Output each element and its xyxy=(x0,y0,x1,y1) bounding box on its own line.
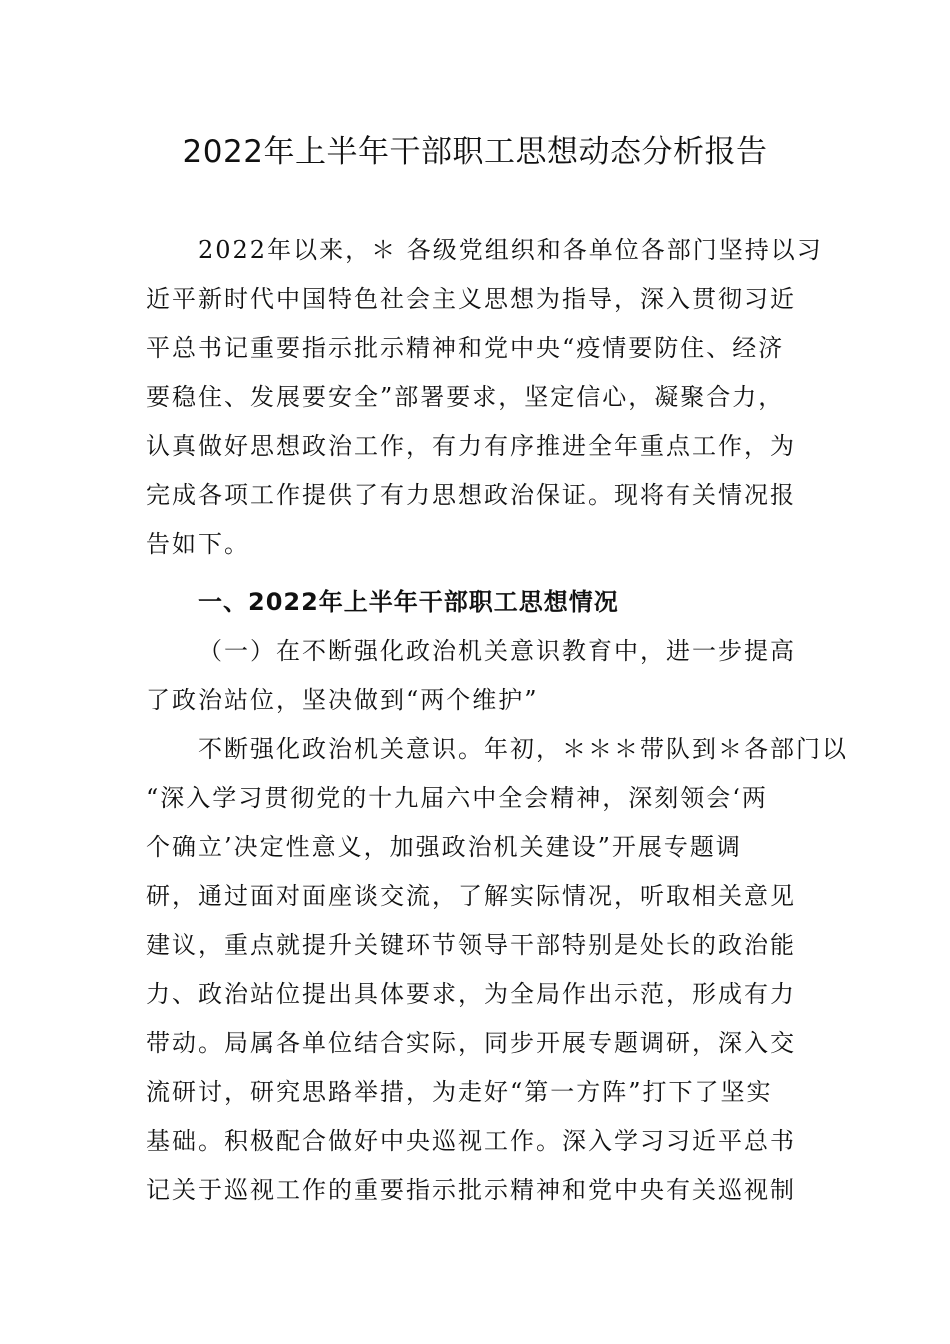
paragraph-line: 平总书记重要指示批示精神和党中央“疫情要防住、经济 xyxy=(146,334,785,362)
paragraph-line: 流研讨，研究思路举措，为走好“第一方阵”打下了坚实 xyxy=(146,1078,773,1106)
paragraph-line: 研，通过面对面座谈交流，了解实际情况，听取相关意见 xyxy=(146,882,796,910)
paragraph-line: 个确立’决定性意义，加强政治机关建设”开展专题调 xyxy=(146,833,742,861)
paragraph-line: 力、政治站位提出具体要求，为全局作出示范，形成有力 xyxy=(146,980,796,1008)
paragraph-line: 2022年以来，＊ 各级党组织和各单位各部门坚持以习 xyxy=(198,236,823,264)
document-title: 2022年上半年干部职工思想动态分析报告 xyxy=(182,134,768,170)
paragraph-line: 基础。积极配合做好中央巡视工作。深入学习习近平总书 xyxy=(146,1127,796,1155)
paragraph-line: “深入学习贯彻党的十九届六中全会精神，深刻领会‘两 xyxy=(146,784,768,812)
paragraph-line: 完成各项工作提供了有力思想政治保证。现将有关情况报 xyxy=(146,481,796,509)
paragraph-line: 近平新时代中国特色社会主义思想为指导，深入贯彻习近 xyxy=(146,285,796,313)
paragraph-line: 记关于巡视工作的重要指示批示精神和党中央有关巡视制 xyxy=(146,1176,796,1204)
paragraph-line: 告如下。 xyxy=(146,530,250,558)
paragraph-line: 带动。局属各单位结合实际，同步开展专题调研，深入交 xyxy=(146,1029,796,1057)
paragraph-line: 认真做好思想政治工作，有力有序推进全年重点工作，为 xyxy=(146,432,796,460)
paragraph-line: 要稳住、发展要安全”部署要求，坚定信心，凝聚合力， xyxy=(146,383,785,411)
subsection-heading-line: （一）在不断强化政治机关意识教育中，进一步提高 xyxy=(198,637,796,665)
paragraph-line: 建议，重点就提升关键环节领导干部特别是处长的政治能 xyxy=(146,931,796,959)
section-heading: 一、2022年上半年干部职工思想情况 xyxy=(198,588,619,616)
paragraph-line: 不断强化政治机关意识。年初，＊＊＊带队到＊各部门以 xyxy=(198,735,848,763)
subsection-heading-line: 了政治站位，坚决做到“两个维护” xyxy=(146,686,539,714)
